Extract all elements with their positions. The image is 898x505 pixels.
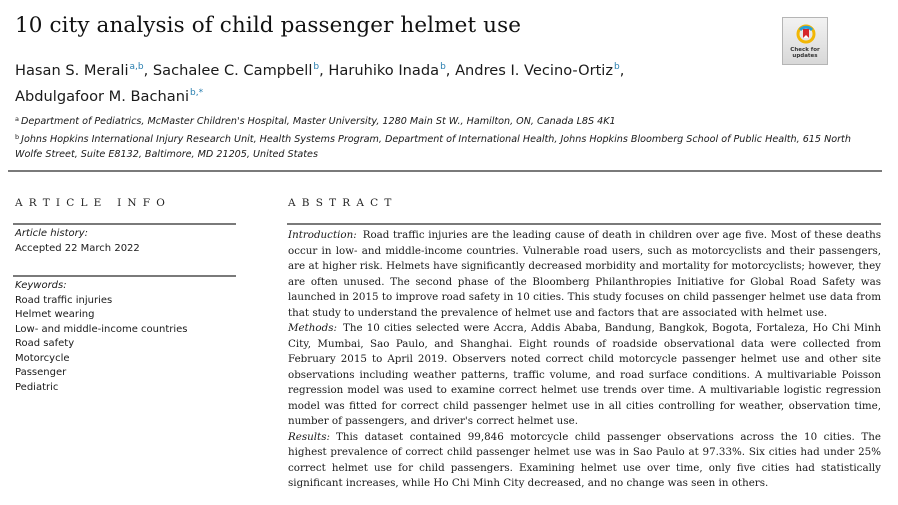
author-list <box>15 56 775 108</box>
author-name: Abdulgafoor M. Bachani <box>15 88 189 105</box>
article-history <box>15 227 140 256</box>
paper-title: 10 city analysis of child passenger helmet use <box>15 13 522 38</box>
badge-label: Check for updates <box>790 47 820 59</box>
author-affiliation-mark[interactable]: b <box>440 62 446 72</box>
author[interactable] <box>153 62 319 79</box>
abstract-results <box>288 430 881 492</box>
check-updates-icon <box>796 24 816 44</box>
section-label: Results: <box>288 430 330 443</box>
divider <box>13 275 236 277</box>
affiliation-mark: b <box>15 132 20 141</box>
affiliation-mark: a <box>15 115 19 123</box>
abstract-methods <box>288 321 881 430</box>
keyword: Passenger <box>15 367 67 378</box>
author-name: Andres I. Vecino-Ortiz <box>455 62 614 79</box>
history-label: Article history: <box>15 228 89 239</box>
section-label: Methods: <box>288 322 337 334</box>
keyword: Low- and middle-income countries <box>15 323 188 335</box>
author-name: Sachalee C. Campbell <box>152 62 313 79</box>
section-text: Road traffic injuries are the leading cause of death in children over age five. Most of these deaths occur in low- and middle-income countries. Vulnerable road users, such as motorcyclists and their passengers, are at higher risk. Helmets have significantly decreased morbidity and mortality for motorcyclists; however, they are often unused. The second phase of the Bloomberg Philanthropies Initiative for Global Road Safety was launched in 2015 to improve road safety in 10 cities. This study focuses on child passenger helmet use data from that study to understand the prevalence of helmet use and factors that are associated with helmet use. <box>288 229 881 319</box>
keyword: Pediatric <box>15 381 59 393</box>
author[interactable] <box>15 62 144 79</box>
author[interactable] <box>15 88 203 105</box>
divider <box>287 223 881 225</box>
divider <box>8 170 882 172</box>
divider <box>13 223 236 225</box>
keyword: Road traffic injuries <box>15 294 113 306</box>
section-text: This dataset contained 99,846 motorcycle child passenger observations across the 10 cities. The highest prevalence of correct child passenger helmet use was in Sao Paulo at 97.33%. Six cities had under 25% correct helmet use for child passengers. Examining helmet use over time, only five cities had statistically significant increases, while Ho Chi Minh City decreased, and no change was seen in others. <box>288 430 881 489</box>
history-value: Accepted 22 March 2022 <box>15 242 140 254</box>
abstract-body <box>288 228 881 492</box>
author[interactable] <box>455 62 620 79</box>
author-name: Hasan S. Merali <box>15 62 129 79</box>
author-name: Haruhiko Inada <box>328 62 440 79</box>
separator: , <box>143 62 153 79</box>
keyword: Road safety <box>15 338 75 349</box>
affiliations <box>15 112 875 163</box>
section-label: Introduction: <box>288 229 357 241</box>
keywords-block <box>15 279 188 395</box>
keywords-label: Keywords: <box>15 280 67 291</box>
author-affiliation-mark[interactable]: b,* <box>190 88 204 98</box>
affiliation-a <box>15 112 875 130</box>
affiliation-b <box>15 130 875 163</box>
author-affiliation-mark[interactable]: b <box>313 62 320 72</box>
author[interactable] <box>328 62 445 79</box>
separator: , <box>445 62 456 79</box>
check-for-updates-badge[interactable] <box>782 17 828 65</box>
separator: , <box>319 62 329 79</box>
keyword: Motorcycle <box>15 352 70 364</box>
keyword: Helmet wearing <box>15 309 95 320</box>
article-info-heading: ARTICLE INFO <box>15 197 172 209</box>
author-affiliation-mark[interactable]: b <box>614 62 620 72</box>
affiliation-text: Department of Pediatrics, McMaster Children's Hospital, Master University, 1280 Main St W., Hamilton, ON, Canada L8S 4K1 <box>20 116 616 127</box>
section-text: The 10 cities selected were Accra, Addis Ababa, Bandung, Bangkok, Bogota, Fortaleza, Ho Chi Minh City, Mumbai, Sao Paulo, and Shanghai. Eight rounds of roadside observational data were collected from February 2015 to April 2019. Observers noted correct child motorcycle passenger helmet use and other site observations including weather patterns, traffic volume, and road surface conditions. A multivariable Poisson regression model was used to examine correct helmet use trends over time. A multivariable logistic regression model was fitted for correct child passenger helmet use in all cities controlling for weather, observation time, number of passengers, and driver's correct helmet use. <box>288 322 881 427</box>
separator: , <box>619 62 625 79</box>
author-affiliation-mark[interactable]: a,b <box>129 62 144 72</box>
abstract-introduction <box>288 228 881 321</box>
abstract-heading: ABSTRACT <box>288 197 398 209</box>
affiliation-text: Johns Hopkins International Injury Research Unit, Health Systems Program, Department of International Health, Johns Hopkins Bloomberg School of Public Health, 615 North Wolfe Street, Suite E8132, Baltimore, MD 21205, United States <box>15 133 851 160</box>
